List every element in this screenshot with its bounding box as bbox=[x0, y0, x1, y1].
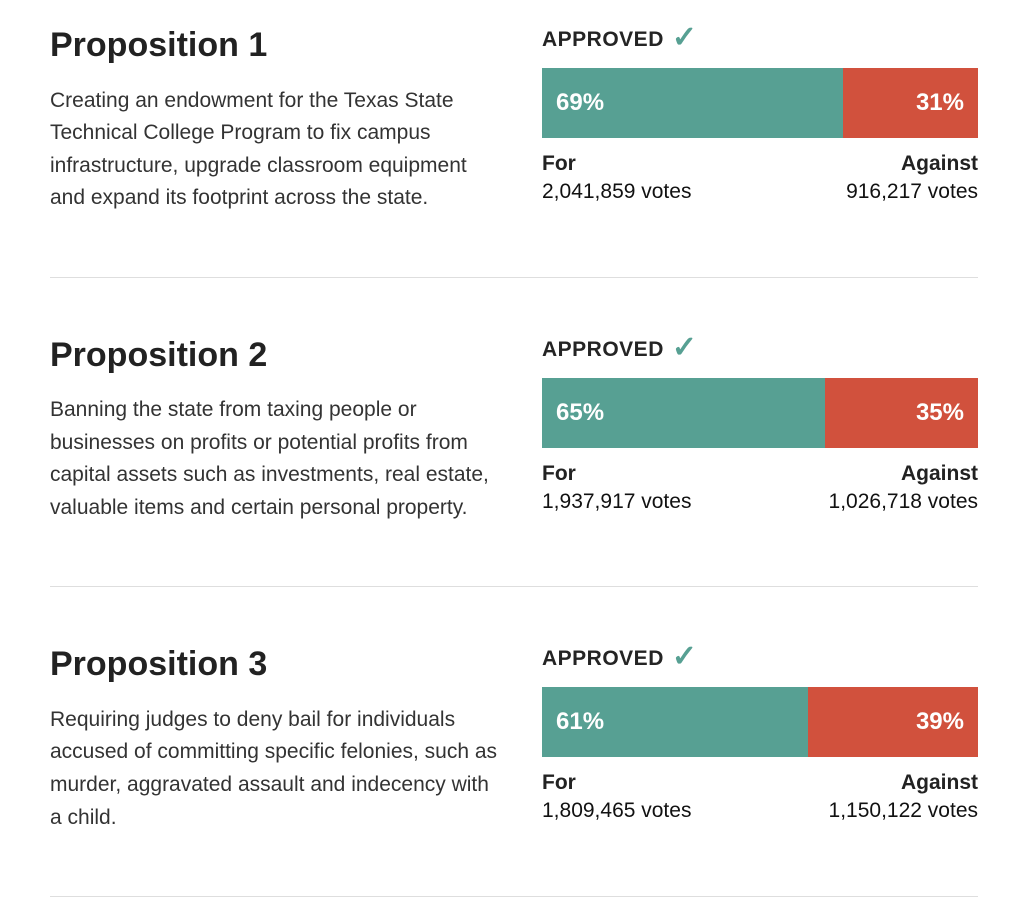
for-label: For bbox=[542, 461, 576, 485]
approved-check-icon: ✓ bbox=[671, 21, 697, 54]
proposition-3-description: Requiring judges to deny bail for individuals accused of committing specific felonies, such as murder, aggravated assault and indecency with a child. bbox=[50, 707, 498, 829]
proposition-3-section bbox=[50, 587, 978, 897]
proposition-1-section bbox=[50, 0, 978, 278]
for-votes: 2,041,859 votes bbox=[542, 180, 692, 203]
for-bar-segment bbox=[542, 687, 808, 757]
proposition-1-info bbox=[50, 24, 498, 215]
proposition-3-title: Proposition 3 bbox=[50, 645, 268, 684]
proposition-2-vote-counts bbox=[542, 488, 978, 516]
for-percent-label: 65% bbox=[556, 398, 605, 426]
proposition-2-info bbox=[50, 334, 498, 525]
proposition-3-vote-bar bbox=[542, 687, 978, 757]
against-votes: 1,026,718 votes bbox=[828, 489, 978, 513]
for-votes: 1,809,465 votes bbox=[542, 799, 692, 823]
proposition-1-description: Creating an endowment for the Texas State Technical College Program to fix campus infrastructure, upgrade classroom equipment and expand its footprint across the state. bbox=[50, 88, 467, 210]
approved-check-icon: ✓ bbox=[671, 640, 697, 674]
status-label: APPROVED bbox=[542, 28, 664, 51]
for-votes: 1,937,917 votes bbox=[542, 489, 692, 513]
for-percent-label: 61% bbox=[556, 708, 605, 736]
proposition-2-description: Banning the state from taxing people or businesses on profits or potential profits from capital assets such as investments, real estate, valuable items and certain personal property. bbox=[50, 398, 489, 519]
proposition-3-result bbox=[542, 640, 978, 834]
against-label: Against bbox=[900, 461, 978, 485]
proposition-2-section bbox=[50, 278, 978, 588]
proposition-2-status bbox=[542, 330, 978, 364]
against-percent-label: 35% bbox=[915, 398, 964, 426]
proposition-1-result bbox=[542, 21, 978, 215]
proposition-1-vote-counts bbox=[542, 178, 978, 206]
against-bar-segment bbox=[825, 378, 978, 448]
proposition-3-side-labels bbox=[542, 769, 978, 797]
for-label: For bbox=[542, 771, 576, 795]
proposition-3-status bbox=[542, 640, 978, 674]
proposition-1-title: Proposition 1 bbox=[50, 26, 268, 64]
status-label: APPROVED bbox=[542, 337, 664, 361]
against-label: Against bbox=[900, 771, 978, 795]
against-percent-label: 39% bbox=[915, 708, 964, 736]
for-percent-label: 69% bbox=[556, 89, 605, 116]
against-percent-label: 31% bbox=[915, 89, 964, 116]
proposition-2-side-labels bbox=[542, 460, 978, 488]
proposition-3-info bbox=[50, 643, 498, 834]
for-bar-segment bbox=[542, 378, 825, 448]
proposition-2-result bbox=[542, 330, 978, 525]
against-votes: 916,217 votes bbox=[846, 180, 978, 203]
status-label: APPROVED bbox=[542, 647, 664, 671]
proposition-1-status bbox=[542, 21, 978, 54]
against-label: Against bbox=[900, 152, 978, 175]
for-label: For bbox=[542, 152, 576, 175]
against-bar-segment bbox=[808, 687, 978, 757]
against-bar-segment bbox=[843, 68, 978, 138]
against-votes: 1,150,122 votes bbox=[828, 799, 978, 823]
proposition-2-vote-bar bbox=[542, 378, 978, 448]
for-bar-segment bbox=[542, 68, 843, 138]
proposition-1-vote-bar bbox=[542, 68, 978, 138]
proposition-3-vote-counts bbox=[542, 797, 978, 825]
proposition-1-side-labels bbox=[542, 150, 978, 178]
proposition-2-title: Proposition 2 bbox=[50, 335, 268, 374]
approved-check-icon: ✓ bbox=[671, 330, 697, 364]
